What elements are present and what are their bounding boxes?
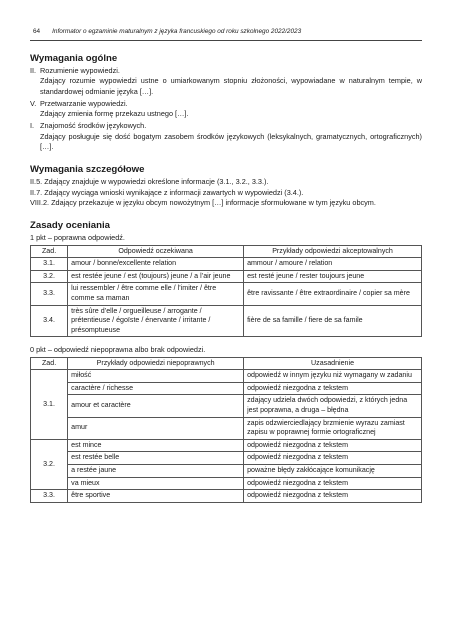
general-requirements [30, 66, 422, 152]
incorrect-answer-cell: est mince [68, 439, 244, 452]
answer-cell: très sûre d’elle / orgueilleuse / arrogante / prétentieuse / égoïste / énervante / irritante / présomptueuse [68, 305, 244, 337]
answer-cell: fière de sa famille / fiere de sa famile [244, 305, 422, 337]
specific-requirement-line: VIII.2. Zdający przekazuje w języku obcym nowożytnym […] informacje sformułowane w tym języku obcym. [30, 197, 376, 207]
incorrect-answer-cell: miłość [68, 370, 244, 383]
column-header: Przykłady odpowiedzi niepoprawnych [68, 357, 244, 370]
incorrect-answers-table [30, 357, 422, 503]
justification-cell: poważne błędy zakłócające komunikację [244, 464, 422, 477]
task-number-cell: 3.3. [31, 490, 68, 503]
requirement-item [30, 66, 422, 97]
requirement-title: Rozumienie wypowiedzi. [40, 66, 120, 75]
requirement-item [30, 99, 422, 120]
one-point-rule: 1 pkt – poprawna odpowiedź. [30, 233, 125, 243]
justification-cell: odpowiedź niezgodna z tekstem [244, 439, 422, 452]
justification-cell: odpowiedź w innym języku niż wymagany w zadaniu [244, 370, 422, 383]
incorrect-answer-cell: va mieux [68, 477, 244, 490]
table-row [31, 417, 422, 439]
justification-cell: odpowiedź niezgodna z tekstem [244, 477, 422, 490]
table-row [31, 395, 422, 417]
column-header: Uzasadnienie [244, 357, 422, 370]
justification-cell: zapis odzwierciedlający brzmienie wyrazu zamiast zapisu w poprawnej formie ortograficznej [244, 417, 422, 439]
answer-cell: être ravissante / être extraordinaire / copier sa mère [244, 283, 422, 305]
justification-cell: odpowiedź niezgodna z tekstem [244, 490, 422, 503]
requirement-title-row [30, 99, 422, 109]
task-number-cell: 3.3. [31, 283, 68, 305]
incorrect-answer-cell: caractère / richesse [68, 382, 244, 395]
requirement-text: Zdający zmienia formę przekazu ustnego […]. [40, 109, 189, 119]
task-number-cell: 3.1. [31, 258, 68, 271]
table-row [31, 382, 422, 395]
table-row [31, 283, 422, 305]
table-header-row [31, 357, 422, 370]
header-rule [30, 40, 422, 41]
incorrect-answer-cell: a restée jaune [68, 464, 244, 477]
answer-cell: amour / bonne/excellente relation [68, 258, 244, 271]
requirement-number: II. [30, 66, 37, 75]
general-heading: Wymagania ogólne [30, 53, 118, 64]
table-header-row [31, 245, 422, 258]
answer-cell: est restée jeune / est (toujours) jeune / a l’air jeune [68, 270, 244, 283]
scoring-heading: Zasady oceniania [30, 220, 110, 232]
task-number-cell: 3.2. [31, 439, 68, 489]
specific-heading: Wymagania szczegółowe [30, 164, 145, 176]
column-header: Zad. [31, 245, 68, 258]
table-row [31, 305, 422, 337]
column-header: Przykłady odpowiedzi akceptowalnych [244, 245, 422, 258]
table-row [31, 258, 422, 271]
table-row [31, 452, 422, 465]
justification-cell: odpowiedź niezgodna z tekstem [244, 452, 422, 465]
requirement-number: I. [30, 121, 35, 131]
task-number-cell: 3.2. [31, 270, 68, 283]
zero-point-rule: 0 pkt – odpowiedź niepoprawna albo brak odpowiedzi. [30, 345, 206, 355]
table-row [31, 464, 422, 477]
justification-cell: zdający udziela dwóch odpowiedzi, z których jedna jest poprawna, a druga – błędna [244, 395, 422, 417]
incorrect-answer-cell: être sportive [68, 490, 244, 503]
table-row [31, 439, 422, 452]
requirement-title: Znajomość środków językowych. [40, 121, 147, 131]
answer-cell: ammour / amoure / relation [244, 258, 422, 271]
page-number: 64 [33, 28, 41, 35]
requirement-item [30, 121, 422, 152]
justification-cell: odpowiedź niezgodna z tekstem [244, 382, 422, 395]
requirement-number: V. [30, 98, 37, 108]
task-number-cell: 3.1. [31, 370, 68, 440]
page-header [30, 28, 422, 35]
table-row [31, 477, 422, 490]
task-number-cell: 3.4. [31, 305, 68, 337]
requirement-text: Zdający rozumie wypowiedzi ustne o umiarkowanym stopniu złożoności, wypowiadane w naturalnym tempie, w standardowej odmianie języka […]. [40, 76, 422, 96]
column-header: Odpowiedź oczekiwana [68, 245, 244, 258]
incorrect-answer-cell: amour et caractère [68, 395, 244, 417]
answer-cell: est resté jeune / rester toujours jeune [244, 270, 422, 283]
incorrect-answer-cell: amur [68, 417, 244, 439]
answer-cell: lui ressembler / être comme elle / l’imiter / être comme sa maman [68, 283, 244, 305]
specific-requirement-line: II.7. Zdający wyciąga wnioski wynikające z informacji zawartych w wypowiedzi (3.4.). [30, 187, 304, 197]
requirement-title: Przetwarzanie wypowiedzi. [40, 98, 128, 108]
table-row [31, 490, 422, 503]
table-row [31, 270, 422, 283]
requirement-title-row [30, 121, 422, 131]
table-row [31, 370, 422, 383]
requirement-text: Zdający posługuje się dość bogatym zasobem środków językowych (leksykalnych, gramatycznych, ortograficznych) […]. [40, 131, 422, 152]
column-header: Zad. [31, 357, 68, 370]
specific-requirement-line: II.5. Zdający znajduje w wypowiedzi określone informacje (3.1., 3.2., 3.3.). [30, 177, 269, 187]
incorrect-answer-cell: est restée belle [68, 452, 244, 465]
specific-requirements [30, 177, 422, 208]
accepted-answers-table [30, 245, 422, 338]
header-title: Informator o egzaminie maturalnym z języka francuskiego od roku szkolnego 2022/2023 [52, 28, 302, 35]
requirement-title-row [30, 66, 422, 76]
